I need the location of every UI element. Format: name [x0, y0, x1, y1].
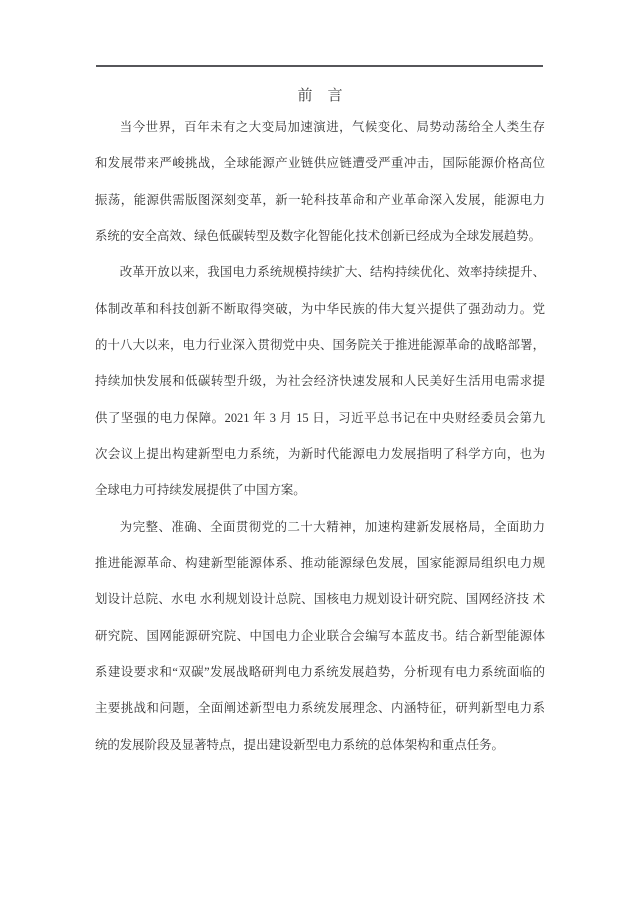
text-line: 统的发展阶段及显著特点，提出建设新型电力系统的总体架构和重点任务。 — [95, 737, 504, 752]
text-line: 改革开放以来，我国电力系统规模持续扩大、结构持续优化、效率持续提升、 — [119, 265, 545, 280]
text-line: 为完整、准确、全面贯彻党的二十大精神，加速构建新发展格局，全面助力 — [119, 519, 545, 534]
text-line: 供了坚强的电力保障。2021 年 3 月 15 日，习近平总书记在中央财经委员会第九 — [95, 410, 545, 425]
text-line: 的十八大以来，电力行业深入贯彻党中央、国务院关于推进能源革命的战略部署， — [95, 337, 545, 352]
text-line: 持续加快发展和低碳转型升级，为社会经济快速发展和人民美好生活用电需求提 — [95, 374, 545, 389]
text-line: 当今世界，百年未有之大变局加速演进，气候变化、局势动荡给全人类生存 — [119, 120, 545, 134]
text-line: 全球电力可持续发展提供了中国方案。 — [95, 483, 306, 498]
header-rule — [96, 65, 543, 67]
text-line: 系建设要求和“双碳”发展战略研判电力系统发展趋势，分析现有电力系统面临的 — [95, 664, 545, 679]
text-line: 主要挑战和问题，全面阐述新型电力系统发展理念、内涵特征，研判新型电力系 — [95, 701, 545, 716]
text-line: 和发展带来严峻挑战，全球能源产业链供应链遭受严重冲击，国际能源价格高位 — [95, 156, 545, 171]
text-line: 划设计总院、水电 水利规划设计总院、国核电力规划设计研究院、国网经济技 术 — [95, 592, 545, 607]
preface-body — [95, 109, 545, 763]
page-title: 前 言 — [297, 88, 343, 104]
text-line: 次会议上提出构建新型电力系统，为新时代能源电力发展指明了科学方向，也为 — [95, 446, 545, 461]
text-line: 体制改革和科技创新不断取得突破，为中华民族的伟大复兴提供了强劲动力。党 — [95, 301, 545, 316]
text-line: 研究院、国网能源研究院、中国电力企业联合会编写本蓝皮书。结合新型能源体 — [95, 628, 545, 643]
text-line: 推进能源革命、构建新型能源体系、推动能源绿色发展，国家能源局组织电力规 — [95, 555, 545, 570]
text-line: 系统的安全高效、绿色低碳转型及数字化智能化技术创新已经成为全球发展趋势。 — [95, 228, 542, 243]
text-line: 振荡，能源供需版图深刻变革，新一轮科技革命和产业革命深入发展，能源电力 — [95, 192, 545, 207]
